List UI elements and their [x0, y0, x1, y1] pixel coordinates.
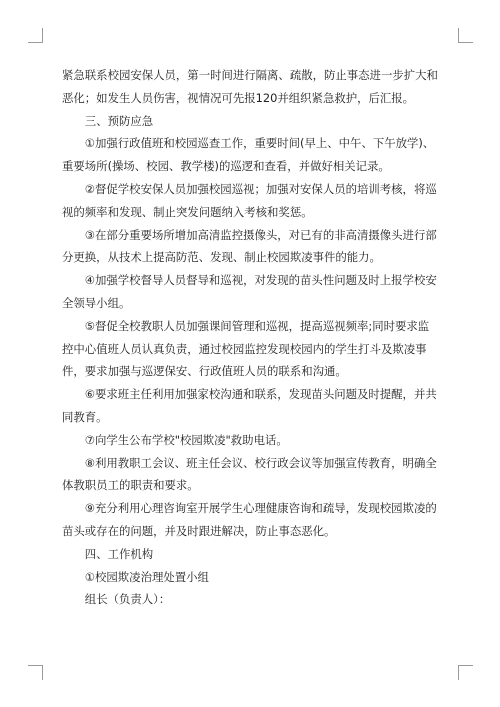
document-body: [62, 64, 438, 611]
subsection-heading-group: ①校园欺凌治理处置小组: [84, 569, 209, 584]
crop-mark-top-left: [28, 28, 43, 43]
list-item-2: ②督促学校安保人员加强校园巡视；加强对安保人员的培训考核，将巡视的频率和发现、制止突发问题纳入考核和奖惩。: [62, 181, 437, 219]
list-item-3: ③在部分重要场所增加高清监控摄像头，对已有的非高清摄像头进行部分更换，从技术上提高防范、发现、制止校园欺凌事件的能力。: [62, 227, 437, 265]
section-heading-prevention: 三、预防应急: [84, 113, 154, 128]
list-item-9: ⑨充分利用心理咨询室开展学生心理健康咨询和疏导，发现校园欺凌的苗头或存在的问题，并及时跟进解决，防止事态恶化。: [62, 501, 437, 538]
list-item-8: ⑧利用教职工会议、班主任会议、校行政会议等加强宣传教育，明确全体教职员工的职责和要求。: [62, 455, 437, 493]
section-heading-organization: 四、工作机构: [84, 546, 154, 561]
list-item-5: ⑤督促全校教职人员加强课间管理和巡视，提高巡视频率;同时要求监控中心值班人员认真负责，通过校园监控发现校园内的学生打斗及欺凌事件，要求加强与巡逻保安、行政值班人员的联系和沟通。: [62, 318, 430, 379]
list-item-7: ⑦向学生公布学校"校园欺凌"救助电话。: [84, 432, 288, 447]
list-item-1: ①加强行政值班和校园巡查工作，重要时间(早上、中午、下午放学)、重要场所(操场、校园、教学楼)的巡逻和查看，并做好相关记录。: [62, 136, 435, 174]
crop-mark-top-right: [458, 28, 473, 43]
group-leader-label: 组长（负责人）：: [84, 592, 171, 607]
crop-mark-bottom-right: [458, 665, 473, 680]
crop-mark-bottom-left: [28, 665, 43, 680]
list-item-6: ⑥要求班主任利用加强家校沟通和联系，发现苗头问题及时提醒，并共同教育。: [62, 387, 437, 424]
paragraph-continuation: 紧急联系校园安保人员，第一时间进行隔离、疏散，防止事态进一步扩大和恶化；如发生人员伤害，视情况可先报120并组织紧急救护，后汇报。: [62, 68, 438, 105]
list-item-4: ④加强学校督导人员督导和巡视，对发现的苗头性问题及时上报学校安全领导小组。: [62, 273, 437, 310]
